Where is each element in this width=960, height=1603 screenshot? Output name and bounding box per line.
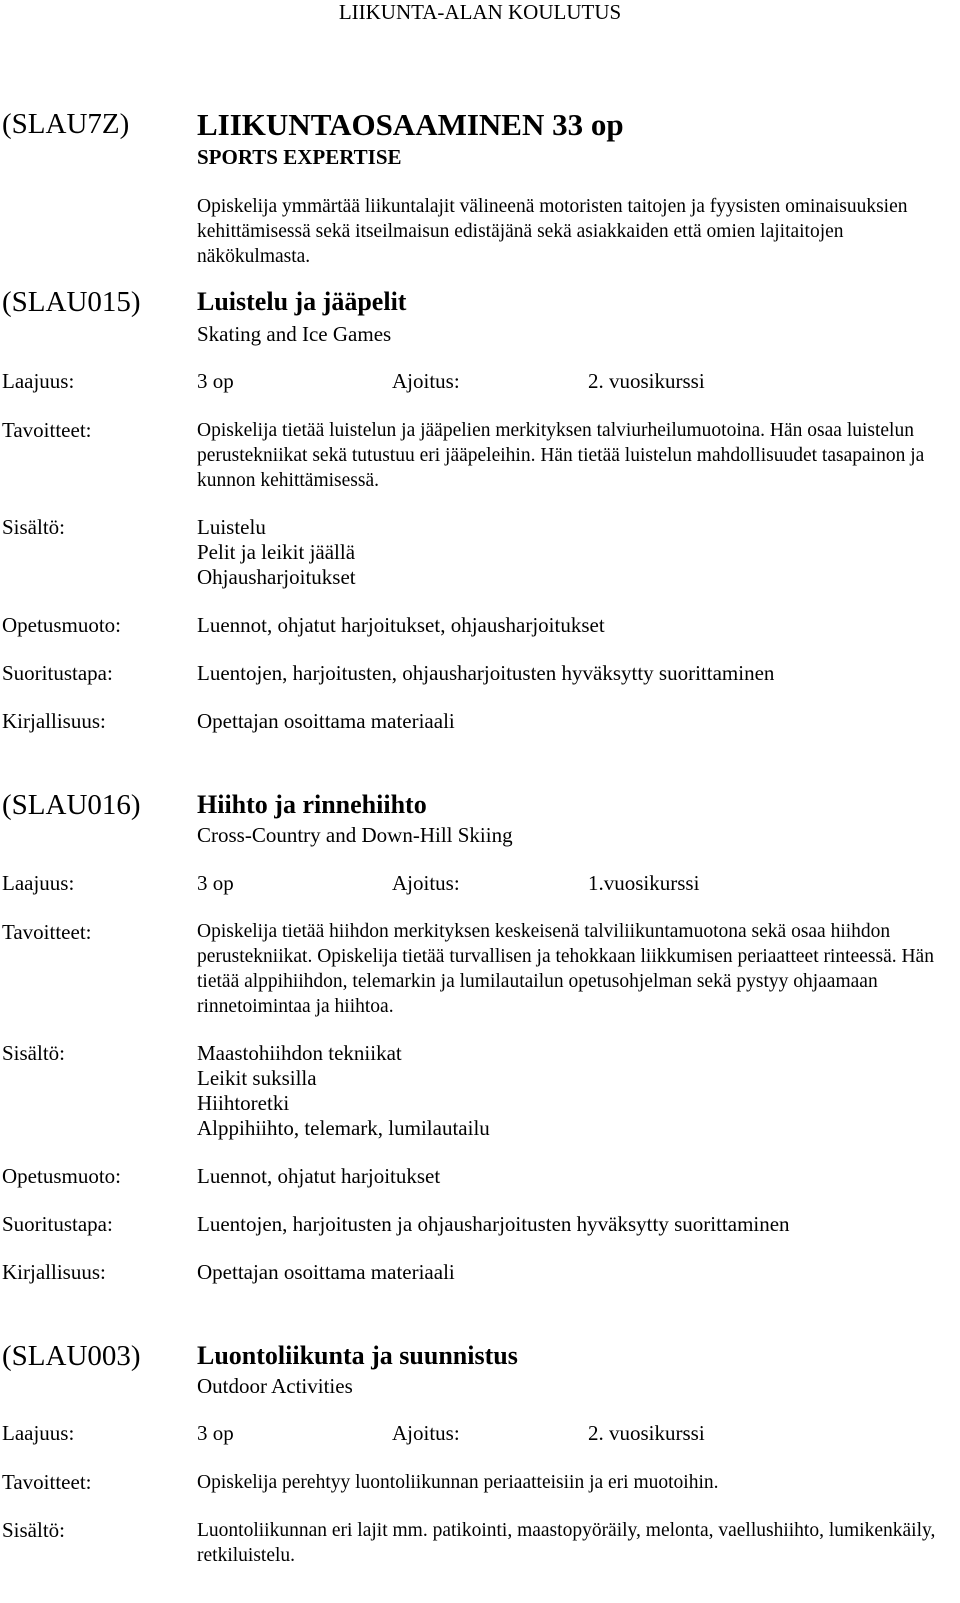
tavoitteet-label: Tavoitteet: — [2, 920, 92, 944]
laajuus-label: Laajuus: — [2, 369, 75, 393]
kirjallisuus-label: Kirjallisuus: — [2, 709, 106, 733]
sisalto-label: Sisältö: — [2, 515, 66, 539]
ajoitus-label: Ajoitus: — [392, 871, 460, 895]
course-subtitle: Cross-Country and Down-Hill Skiing — [197, 823, 513, 847]
ajoitus-value: 2. vuosikurssi — [588, 369, 705, 393]
suoritustapa-value: Luentojen, harjoitusten, ohjausharjoitusten hyväksytty suorittaminen — [197, 661, 775, 685]
laajuus-label: Laajuus: — [2, 871, 75, 895]
kirjallisuus-label: Kirjallisuus: — [2, 1260, 106, 1284]
suoritustapa-label: Suoritustapa: — [2, 661, 113, 685]
sisalto-item: Ohjausharjoitukset — [197, 565, 356, 589]
opetusmuoto-label: Opetusmuoto: — [2, 613, 121, 637]
tavoitteet-label: Tavoitteet: — [2, 1470, 92, 1494]
course-title: Luontoliikunta ja suunnistus — [197, 1341, 518, 1370]
course-code: (SLAU003) — [2, 1340, 141, 1372]
sisalto-item: Leikit suksilla — [197, 1066, 317, 1090]
opetusmuoto-value: Luennot, ohjatut harjoitukset, ohjausharjoitukset — [197, 613, 605, 637]
sisalto-item: Hiihtoretki — [197, 1091, 290, 1115]
sisalto-item: Maastohiihdon tekniikat — [197, 1041, 402, 1065]
course-title: Hiihto ja rinnehiihto — [197, 790, 427, 819]
module-code: (SLAU7Z) — [2, 108, 130, 140]
tavoitteet-label: Tavoitteet: — [2, 418, 92, 442]
sisalto-item: Pelit ja leikit jäällä — [197, 540, 356, 564]
ajoitus-label: Ajoitus: — [392, 369, 460, 393]
laajuus-label: Laajuus: — [2, 1421, 75, 1445]
sisalto-text: Luontoliikunnan eri lajit mm. patikointi, maastopyöräily, melonta, vaellushiihto, lumikenkäily, retkiluistelu. — [197, 1520, 936, 1566]
module-title: LIIKUNTAOSAAMINEN 33 op — [197, 107, 624, 142]
kirjallisuus-value: Opettajan osoittama materiaali — [197, 1260, 455, 1284]
course-title: Luistelu ja jääpelit — [197, 287, 407, 316]
laajuus-value: 3 op — [197, 871, 234, 895]
ajoitus-value: 2. vuosikurssi — [588, 1421, 705, 1445]
suoritustapa-label: Suoritustapa: — [2, 1212, 113, 1236]
sisalto-label: Sisältö: — [2, 1041, 66, 1065]
course-subtitle: Skating and Ice Games — [197, 322, 392, 346]
module-description: Opiskelija ymmärtää liikuntalajit välineenä motoristen taitojen ja fyysisten ominaisuuksien kehittämisessä sekä itseilmaisun edistäjänä sekä asiakkaiden että omien lajitaitojen näkökulmasta. — [197, 196, 908, 267]
opetusmuoto-value: Luennot, ohjatut harjoitukset — [197, 1164, 441, 1188]
laajuus-value: 3 op — [197, 1421, 234, 1445]
page-header: LIIKUNTA-ALAN KOULUTUS — [338, 0, 622, 24]
course-code: (SLAU015) — [2, 286, 141, 318]
module-subtitle: SPORTS EXPERTISE — [197, 145, 402, 169]
sisalto-label: Sisältö: — [2, 1518, 66, 1542]
ajoitus-value: 1.vuosikurssi — [588, 871, 700, 895]
course-code: (SLAU016) — [2, 789, 141, 821]
sisalto-item: Alppihiihto, telemark, lumilautailu — [197, 1116, 490, 1140]
kirjallisuus-value: Opettajan osoittama materiaali — [197, 709, 455, 733]
tavoitteet-text: Opiskelija tietää hiihdon merkityksen keskeisenä talviliikuntamuotona sekä osaa hiihdon perustekniikat. Opiskelija tietää turvallisen ja tehokkaan liikkumisen periaatteet rinteessä. Hän tietää alppihiihdon, telemarkin ja lumilautailun opetusohjelman sekä pystyy ohjaamaan rinnetoimintaa ja hiihtoa. — [197, 921, 934, 1017]
course-subtitle: Outdoor Activities — [197, 1374, 353, 1398]
opetusmuoto-label: Opetusmuoto: — [2, 1164, 121, 1188]
laajuus-value: 3 op — [197, 369, 234, 393]
suoritustapa-value: Luentojen, harjoitusten ja ohjausharjoitusten hyväksytty suorittaminen — [197, 1212, 790, 1236]
tavoitteet-text: Opiskelija tietää luistelun ja jääpelien merkityksen talviurheilumuotoina. Hän osaa luistelun perustekniikat sekä tutustuu eri jääpeleihin. Hän tietää luistelun mahdollisuudet tasapainon ja kunnon kehittämisessä. — [197, 420, 925, 491]
sisalto-item: Luistelu — [197, 515, 266, 539]
ajoitus-label: Ajoitus: — [392, 1421, 460, 1445]
tavoitteet-text: Opiskelija perehtyy luontoliikunnan periaatteisiin ja eri muotoihin. — [197, 1472, 719, 1493]
